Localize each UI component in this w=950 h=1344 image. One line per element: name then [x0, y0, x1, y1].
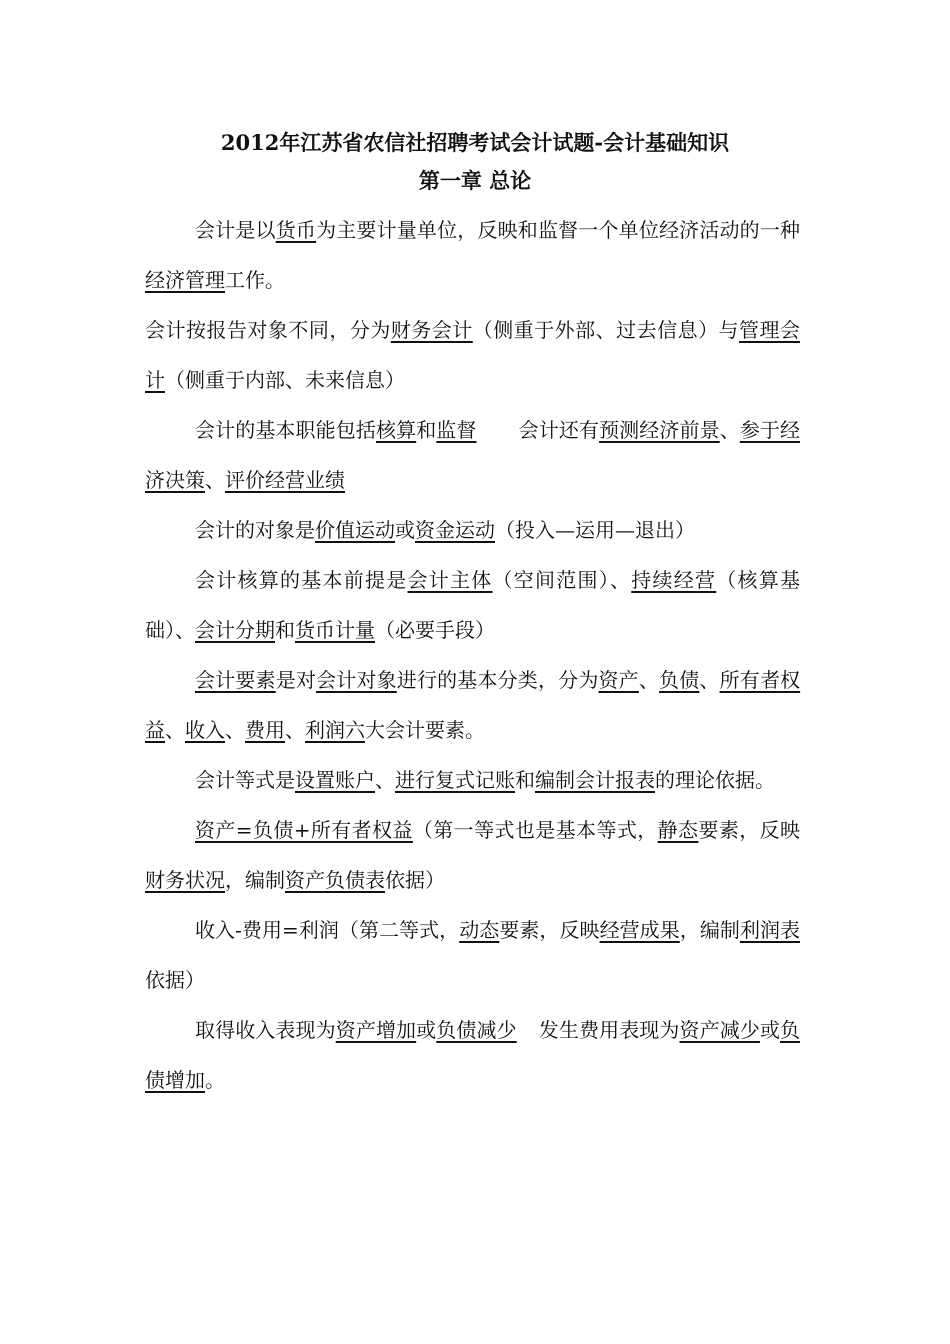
text-run: （第一等式也是基本等式，	[412, 818, 658, 842]
paragraph	[145, 305, 800, 405]
text-run: 和	[275, 618, 295, 642]
text-run: 或	[759, 1018, 781, 1042]
paragraph	[145, 755, 800, 805]
underlined-term: 所有者权益	[145, 668, 801, 742]
text-run: 、	[699, 668, 720, 692]
underlined-term: 资金运动	[415, 518, 495, 542]
paragraph	[145, 205, 800, 305]
underlined-term: 资产	[598, 668, 639, 692]
underlined-term: 财务状况	[145, 868, 225, 892]
paragraph	[145, 805, 800, 905]
paragraph	[145, 905, 800, 1005]
text-run: （核算基础）、	[145, 568, 800, 642]
text-run: （投入—运用—退出）	[495, 518, 695, 542]
underlined-term: 监督	[436, 418, 477, 442]
text-run: 为主要计量单位，反映和监督一个单位经济活动的一种	[316, 218, 801, 242]
text-run: 是对	[275, 668, 317, 692]
chapter-heading: 第一章 总论	[418, 168, 532, 193]
underlined-term: 评价经营业绩	[225, 468, 345, 492]
underlined-term: 动态	[459, 918, 500, 942]
paragraph	[145, 405, 800, 505]
text-run: 大会计要素。	[365, 718, 485, 742]
underlined-term: 设置账户	[295, 768, 375, 792]
underlined-term: 经济管理	[145, 268, 225, 292]
underlined-term: 货币	[275, 218, 317, 242]
underlined-term: 管理会计	[145, 318, 801, 392]
underlined-term: 静态	[657, 818, 699, 842]
underlined-term: 负债减少	[436, 1018, 517, 1042]
underlined-term: 负债增加	[145, 1018, 801, 1092]
text-run: 、	[375, 768, 395, 792]
underlined-term: 资产负债表	[285, 868, 385, 892]
underlined-term: 资产增加	[335, 1018, 417, 1042]
underlined-term: 持续经营	[631, 568, 717, 592]
underlined-term: 利润表	[739, 918, 801, 942]
document-title: 2012年江苏省农信社招聘考试会计试题-会计基础知识	[220, 130, 730, 155]
text-run: ，编制	[679, 918, 740, 942]
text-run: 或	[395, 518, 415, 542]
document-body	[145, 205, 800, 1105]
underlined-term: 会计对象	[316, 668, 397, 692]
underlined-term: 货币计量	[295, 618, 375, 642]
text-run: 工作。	[225, 268, 285, 292]
paragraph	[145, 1005, 800, 1105]
text-run: 和	[416, 418, 437, 442]
text-run: 和	[515, 768, 535, 792]
underlined-term: 经营成果	[599, 918, 680, 942]
text-run: 发生费用表现为	[538, 1018, 680, 1042]
text-run: 、	[638, 668, 660, 692]
underlined-term: 费用	[245, 718, 285, 742]
text-run: 会计核算的基本前提是	[195, 568, 408, 592]
underlined-term: 参于经济决策	[145, 418, 801, 492]
underlined-term: 资产减少	[679, 1018, 760, 1042]
underlined-term: 预测经济前景	[599, 418, 720, 442]
text-run: 取得收入表现为	[195, 1018, 336, 1042]
underlined-term: 负债	[659, 668, 700, 692]
underlined-term: 进行复式记账	[395, 768, 515, 792]
underlined-term: 会计要素	[195, 668, 276, 692]
text-run: 会计等式是	[195, 768, 295, 792]
text-run: 会计的对象是	[195, 518, 315, 542]
text-run: 、	[225, 718, 245, 742]
text-run: 、	[285, 718, 305, 742]
text-run: 收入-费用=利润（第二等式，	[195, 918, 460, 942]
text-run: 、	[719, 418, 740, 442]
underlined-term: 资产=负债+所有者权益	[195, 818, 413, 842]
text-run: 依据）	[385, 868, 445, 892]
underlined-term: 会计分期	[195, 618, 275, 642]
paragraph	[145, 505, 800, 555]
paragraph	[145, 555, 800, 655]
paragraph	[145, 655, 800, 755]
text-run: （空间范围）、	[492, 568, 632, 592]
text-run: ，编制	[225, 868, 285, 892]
text-run: 会计还有	[518, 418, 600, 442]
text-run: 、	[205, 468, 225, 492]
underlined-term: 核算	[375, 418, 417, 442]
text-run: 、	[165, 718, 185, 742]
underlined-term: 利润六	[305, 718, 365, 742]
text-run: 依据）	[145, 968, 205, 992]
underlined-term: 财务会计	[390, 318, 473, 342]
underlined-term: 会计主体	[407, 568, 493, 592]
underlined-term: 价值运动	[315, 518, 395, 542]
text-run: （侧重于外部、过去信息）与	[472, 318, 740, 342]
text-run: 会计按报告对象不同，分为	[145, 318, 391, 342]
text-run: 会计的基本职能包括	[195, 418, 376, 442]
text-run: 会计是以	[195, 218, 276, 242]
text-run: 。	[205, 1068, 225, 1092]
text-run: 进行的基本分类，分为	[396, 668, 599, 692]
text-run: 的理论依据。	[655, 768, 775, 792]
text-run: （必要手段）	[375, 618, 495, 642]
underlined-term: 收入	[185, 718, 225, 742]
underlined-term: 编制会计报表	[535, 768, 655, 792]
text-run: 或	[416, 1018, 437, 1042]
text-run: 要素，反映	[698, 818, 801, 842]
text-run: （侧重于内部、未来信息）	[165, 368, 405, 392]
text-run: 要素，反映	[499, 918, 600, 942]
